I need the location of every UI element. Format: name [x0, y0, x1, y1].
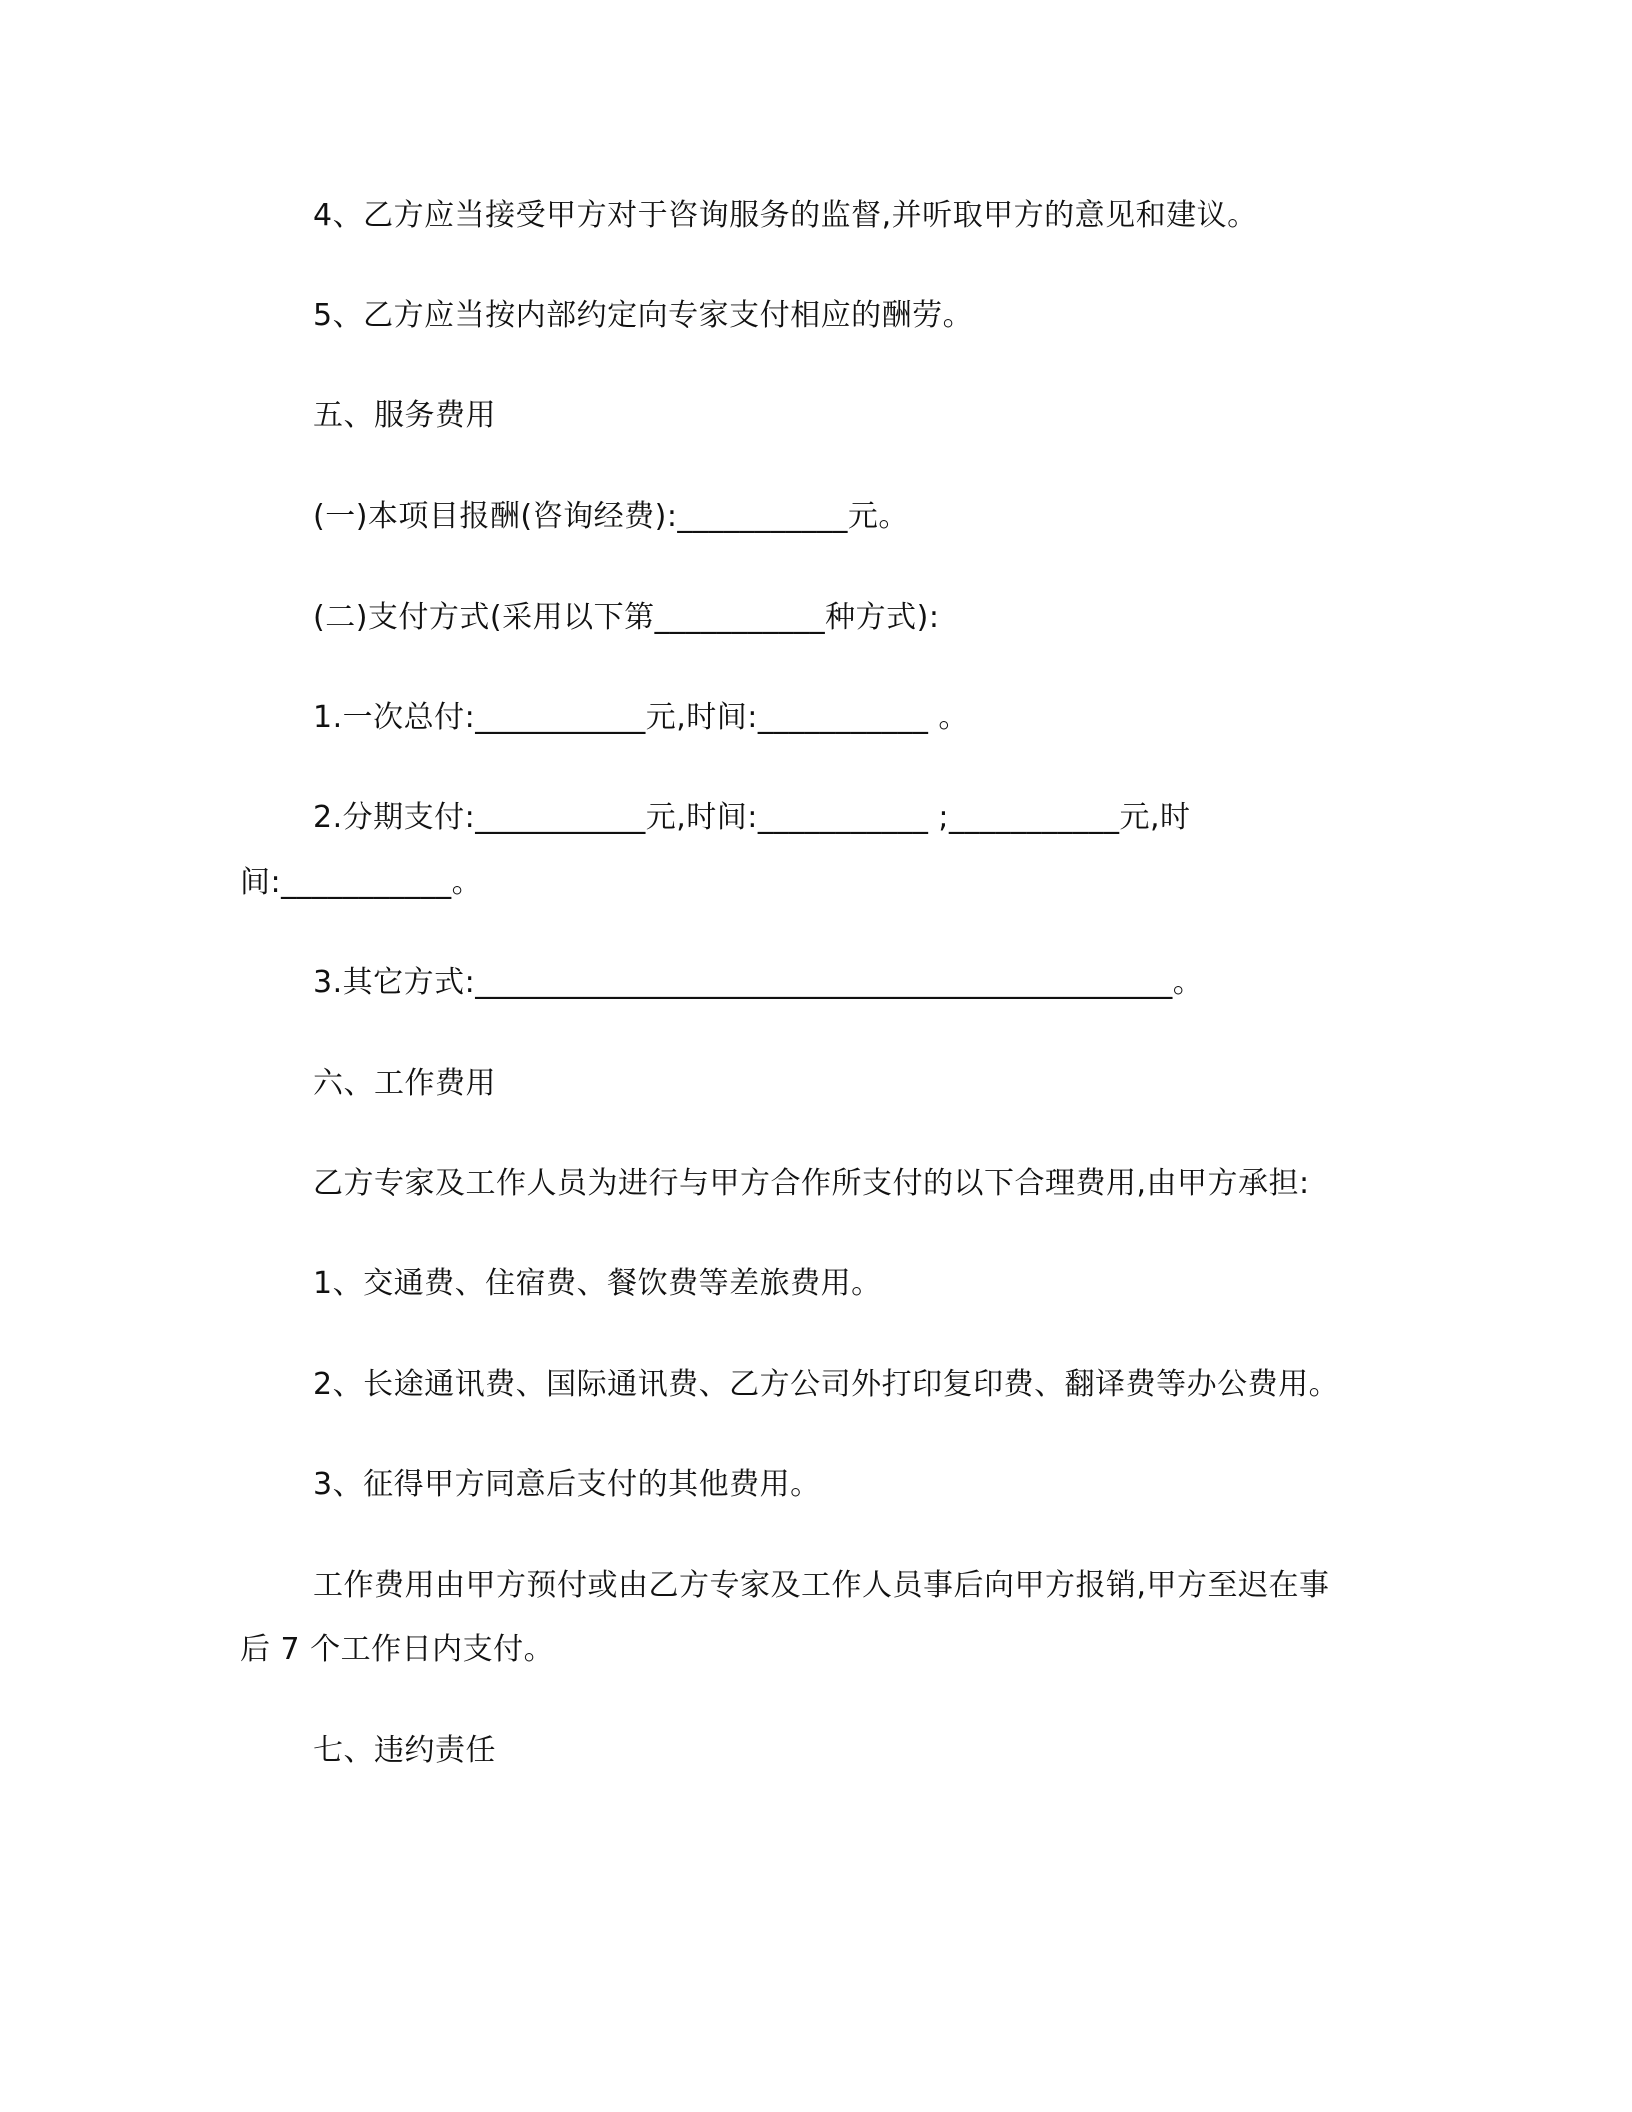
paragraph-installment-payment-cont: 间:___________。 [240, 865, 483, 900]
paragraph-expense-item-2: 2、长途通讯费、国际通讯费、乙方公司外打印复印费、翻译费等办公费用。 [313, 1367, 1340, 1402]
paragraph-clause-4: 4、乙方应当接受甲方对于咨询服务的监督,并听取甲方的意见和建议。 [313, 198, 1258, 233]
paragraph-expense-item-1: 1、交通费、住宿费、餐饮费等差旅费用。 [313, 1266, 882, 1301]
paragraph-installment-payment: 2.分期支付:___________元,时间:___________ ;___________元,时 [313, 800, 1191, 835]
paragraph-expense-item-3: 3、征得甲方同意后支付的其他费用。 [313, 1467, 821, 1502]
section-heading-work-expenses: 六、工作费用 [313, 1066, 496, 1101]
paragraph-other-method: 3.其它方式:_____________________________________________。 [313, 965, 1204, 1000]
section-heading-service-fee: 五、服务费用 [313, 398, 496, 433]
paragraph-expense-reimbursement: 工作费用由甲方预付或由乙方专家及工作人员事后向甲方报销,甲方至迟在事 [313, 1568, 1330, 1603]
paragraph-clause-5: 5、乙方应当按内部约定向专家支付相应的酬劳。 [313, 298, 974, 333]
paragraph-lump-sum-payment: 1.一次总付:___________元,时间:___________ 。 [313, 700, 969, 735]
paragraph-project-remuneration: (一)本项目报酬(咨询经费):___________元。 [313, 499, 909, 534]
section-heading-breach-liability: 七、违约责任 [313, 1733, 496, 1768]
paragraph-payment-method: (二)支付方式(采用以下第___________种方式): [313, 600, 940, 635]
paragraph-expenses-intro: 乙方专家及工作人员为进行与甲方合作所支付的以下合理费用,由甲方承担: [313, 1166, 1310, 1201]
paragraph-expense-reimbursement-cont: 后 7 个工作日内支付。 [240, 1632, 555, 1667]
